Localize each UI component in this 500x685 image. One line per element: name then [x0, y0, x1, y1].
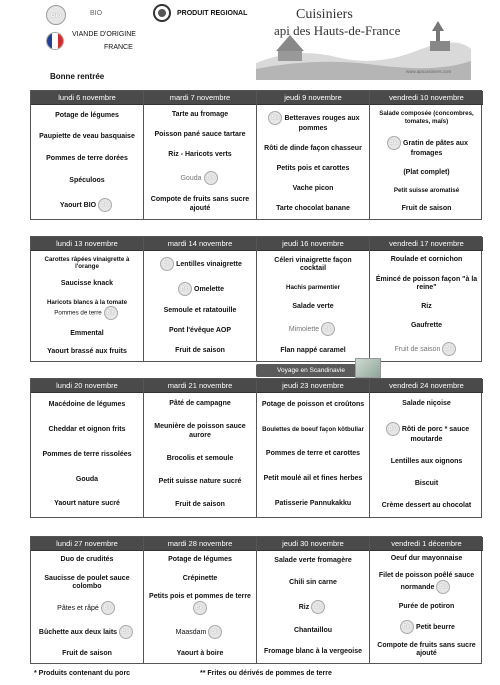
day-column — [257, 379, 370, 517]
menu-item: Pont l'évêque AOP — [168, 327, 232, 335]
menu-item — [370, 342, 483, 356]
menu-item: Pommes de terre et carottes — [265, 450, 361, 458]
menu-item-label: Pâtes et râpé — [57, 605, 99, 613]
menu-item: Tarte chocolat banane — [276, 204, 350, 212]
menu-item: Fruit de saison — [175, 501, 225, 509]
day-column — [144, 91, 257, 219]
menu-item: Yaourt brassé aux fruits — [47, 347, 127, 355]
menu-item-label: Gouda — [180, 174, 202, 182]
day-header: mardi 28 novembre — [144, 537, 256, 551]
menu-item: Petit moulé ail et fines herbes — [263, 475, 363, 483]
menu-item: Emmental — [70, 329, 104, 337]
menu-item-label: Betteraves rouges aux pommes — [284, 114, 360, 132]
menu-item: Salade composée (concombres, tomates, maïs) — [379, 110, 474, 125]
menu-item-label: Omelette — [194, 285, 224, 293]
menu-item: Salade niçoise — [402, 399, 451, 407]
bio-badge-icon: Bio — [321, 322, 335, 336]
menu-item: Chantaillou — [293, 626, 333, 634]
menu-item: Compote de fruits sans sucre ajouté — [377, 642, 476, 658]
day-column — [31, 91, 144, 219]
menu-item: Carottes râpées vinaigrette à l'orange — [44, 255, 130, 271]
menu-item: Meunière de poisson sauce aurore — [154, 423, 246, 439]
menu-item-label: Bûchette aux deux laits — [38, 629, 118, 637]
menu-item: Paupiette de veau basquaise — [39, 133, 135, 141]
bio-legend-label: BIO — [90, 10, 103, 17]
menu-item: Pommes de terre rissolées — [42, 450, 132, 458]
menu-item — [144, 282, 256, 296]
bio-badge-icon: Bio — [442, 342, 456, 356]
menu-item-sub: Pommes de terre — [54, 309, 102, 317]
menu-item — [31, 299, 143, 320]
menu-item: Riz — [421, 303, 432, 311]
origin-legend-line2: FRANCE — [104, 44, 133, 51]
menu-item: Pommes de terre dorées — [46, 154, 128, 162]
bio-badge-icon: Bio — [193, 601, 207, 615]
logo-url: www.apicuisiniers.com — [406, 69, 452, 74]
menu-item: Poisson pané sauce tartare — [154, 130, 246, 138]
day-column — [144, 379, 257, 517]
menu-item — [144, 257, 256, 271]
menu-item: Petit suisse nature sucré — [158, 478, 242, 486]
regional-legend-label: PRODUIT REGIONAL — [177, 10, 248, 17]
bio-badge-icon: Bio — [101, 601, 115, 615]
menu-item: Yaourt nature sucré — [54, 500, 120, 508]
menu-item — [370, 422, 483, 444]
menu-item-label: Riz — [298, 603, 310, 611]
day-column — [370, 537, 483, 663]
bio-badge-icon: Bio — [160, 257, 174, 271]
week-4 — [30, 536, 482, 664]
menu-item: Yaourt à boire — [176, 649, 224, 657]
day-header: lundi 27 novembre — [31, 537, 143, 551]
menu-item: Patisserie Pannukakku — [274, 500, 352, 508]
day-header: mardi 7 novembre — [144, 91, 256, 105]
menu-item — [257, 322, 369, 336]
caterer-logo — [256, 5, 471, 80]
week-1 — [30, 90, 482, 220]
menu-item-label: Haricots blancs à la tomate — [46, 298, 128, 306]
menu-item — [370, 620, 483, 634]
menu-item-label: Mimolette — [288, 325, 320, 333]
day-column — [370, 237, 483, 361]
day-header: jeudi 9 novembre — [257, 91, 369, 105]
regional-product-icon — [153, 4, 171, 22]
menu-item — [31, 601, 143, 615]
menu-item: Fruit de saison — [175, 346, 225, 354]
menu-item: Saucisse de poulet sauce colombo — [44, 574, 130, 590]
day-header: jeudi 30 novembre — [257, 537, 369, 551]
menu-item — [370, 572, 483, 594]
week-2 — [30, 236, 482, 362]
logo-title-line2: api des Hauts-de-France — [274, 23, 401, 38]
footnote-frites: ** Frites ou dérivés de pommes de terre — [200, 670, 332, 677]
menu-item: Cheddar et oignon frits — [48, 426, 126, 433]
day-header: mardi 21 novembre — [144, 379, 256, 393]
menu-item — [31, 198, 143, 212]
menu-item: Salade verte — [292, 302, 334, 310]
day-header: lundi 13 novembre — [31, 237, 143, 251]
menu-item: Fruit de saison — [62, 649, 112, 657]
menu-item — [144, 593, 256, 615]
menu-item-label: Yaourt BIO — [59, 202, 97, 210]
menu-item — [257, 111, 369, 133]
menu-item-label: Maasdam — [175, 629, 207, 637]
bio-logo-icon: Bio — [46, 5, 66, 25]
menu-item: Céleri vinaigrette façon cocktail — [274, 256, 352, 272]
menu-header — [0, 0, 500, 90]
menu-item: Compote de fruits sans sucre ajouté — [150, 196, 250, 212]
menu-item: Duo de crudités — [60, 556, 114, 564]
bio-badge-icon: Bio — [400, 620, 414, 634]
menu-item: Gaufrette — [410, 322, 443, 330]
menu-item: Roulade et cornichon — [390, 256, 463, 264]
menu-item: Tarte au fromage — [171, 110, 229, 118]
day-column — [144, 237, 257, 361]
greeting-text: Bonne rentrée — [50, 72, 105, 81]
day-column — [370, 91, 483, 219]
origin-legend-line1: VIANDE D'ORIGINE — [72, 31, 136, 38]
menu-item: Fromage blanc à la vergeoise — [263, 648, 363, 656]
menu-item: Petit suisse aromatisé — [393, 187, 460, 195]
logo-title-line1: Cuisiniers — [296, 7, 353, 22]
menu-item: Oeuf dur mayonnaise — [390, 555, 463, 563]
menu-item: Saucisse knack — [60, 280, 114, 288]
menu-item: Spéculoos — [69, 176, 105, 184]
day-column — [31, 237, 144, 361]
day-column — [257, 91, 370, 219]
menu-item — [144, 625, 256, 639]
bio-badge-icon: Bio — [119, 625, 133, 639]
menu-item: Boulettes de boeuf façon kötbullar — [262, 426, 364, 434]
bio-badge-icon: Bio — [208, 625, 222, 639]
bio-badge-icon: Bio — [268, 111, 282, 125]
bio-badge-icon: Bio — [436, 580, 450, 594]
menu-item: Purée de potiron — [398, 602, 455, 610]
menu-item: Crème dessert au chocolat — [381, 501, 472, 509]
menu-item: Fruit de saison — [401, 205, 452, 213]
menu-item: Biscuit — [414, 479, 439, 487]
day-column — [144, 537, 257, 663]
menu-item: Brocolis et semoule — [166, 454, 234, 462]
menu-item: Lentilles aux oignons — [390, 457, 463, 465]
bio-badge-icon: Bio — [178, 282, 192, 296]
day-header: lundi 6 novembre — [31, 91, 143, 105]
menu-item-label: Filet de poisson poêlé sauce normande — [378, 572, 475, 592]
menu-item: Riz - Haricots verts — [168, 150, 232, 158]
bio-badge-icon: Bio — [204, 171, 218, 185]
menu-item: Hachis parmentier — [286, 284, 340, 292]
day-header: vendredi 24 novembre — [370, 379, 483, 393]
day-header: lundi 20 novembre — [31, 379, 143, 393]
menu-item — [31, 625, 143, 639]
day-column — [370, 379, 483, 517]
bio-badge-icon: Bio — [386, 422, 400, 436]
day-column — [31, 379, 144, 517]
bio-badge-icon: Bio — [104, 306, 118, 320]
footnote-porc: * Produits contenant du porc — [34, 670, 131, 677]
menu-item: (Plat complet) — [403, 168, 450, 176]
menu-item-label: Petit beurre — [416, 623, 455, 631]
menu-item: Potage de poisson et croûtons — [261, 401, 365, 409]
menu-item: Petits pois et carottes — [276, 164, 350, 172]
menu-item: Rôti de dinde façon chasseur — [264, 144, 362, 152]
day-header: vendredi 1 décembre — [370, 537, 483, 551]
menu-item: Crépinette — [182, 574, 218, 582]
day-column — [257, 237, 370, 361]
menu-item: Flan nappé caramel — [280, 347, 346, 355]
menu-item-label: Lentilles vinaigrette — [176, 260, 242, 268]
day-header: vendredi 17 novembre — [370, 237, 483, 251]
menu-item-label: Fruit de saison — [394, 345, 441, 353]
menu-item: Salade verte fromagère — [274, 557, 352, 565]
menu-item: Pâté de campagne — [169, 400, 231, 408]
menu-item: Émincé de poisson façon "à la reine" — [375, 275, 478, 291]
bio-badge-icon: Bio — [387, 136, 401, 150]
menu-item — [257, 600, 369, 614]
menu-item-label: Gratin de pâtes aux fromages — [403, 139, 468, 157]
french-flag-icon — [46, 32, 64, 50]
menu-item: Chili sin carne — [289, 578, 337, 586]
menu-item — [144, 171, 256, 185]
menu-item: Potage de légumes — [55, 111, 119, 119]
menu-item: Macédoine de légumes — [48, 401, 126, 409]
day-header: jeudi 23 novembre — [257, 379, 369, 393]
day-column — [31, 537, 144, 663]
menu-item: Potage de légumes — [168, 556, 232, 564]
menu-item-label: Rôti de porc * sauce moutarde — [401, 425, 470, 443]
menu-item-label: Petits pois et pommes de terre — [149, 592, 251, 600]
day-column — [257, 537, 370, 663]
bio-badge-icon: Bio — [98, 198, 112, 212]
menu-item — [370, 136, 483, 158]
day-header: vendredi 10 novembre — [370, 91, 483, 105]
week-3 — [30, 378, 482, 518]
menu-item: Vache picon — [292, 184, 334, 192]
bio-badge-icon: Bio — [311, 600, 325, 614]
menu-item: Gouda — [75, 475, 99, 483]
scandinavia-photo-icon — [355, 358, 381, 378]
menu-item: Semoule et ratatouille — [163, 307, 237, 315]
day-header: jeudi 16 novembre — [257, 237, 369, 251]
theme-banner: Voyage en Scandinavie — [256, 364, 366, 377]
day-header: mardi 14 novembre — [144, 237, 256, 251]
